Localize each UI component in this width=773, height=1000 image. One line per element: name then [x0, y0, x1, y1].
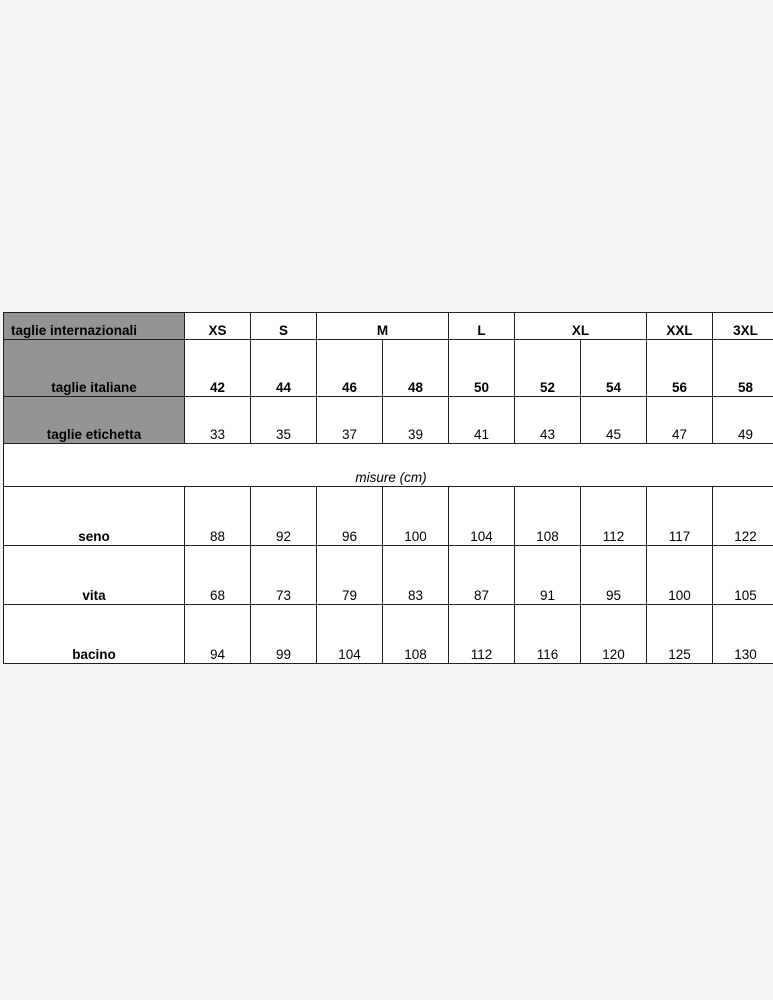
cell-label-size-1: 33: [185, 397, 251, 444]
cell-label-size-7: 45: [581, 397, 647, 444]
cell-waist-2: 73: [251, 546, 317, 605]
cell-label-size-5: 41: [449, 397, 515, 444]
cell-waist-8: 100: [647, 546, 713, 605]
cell-italian-4: 48: [383, 340, 449, 397]
table-row-label-sizes: [4, 397, 773, 444]
cell-label-size-3: 37: [317, 397, 383, 444]
cell-italian-6: 52: [515, 340, 581, 397]
cell-label-size-6: 43: [515, 397, 581, 444]
cell-bust-2: 92: [251, 487, 317, 546]
row-label-italian-sizes: taglie italiane: [4, 340, 185, 397]
cell-international-3xl: 3XL: [713, 313, 773, 340]
cell-italian-7: 54: [581, 340, 647, 397]
cell-waist-5: 87: [449, 546, 515, 605]
cell-hips-9: 130: [713, 605, 773, 664]
table-row-measures-header: [4, 444, 773, 487]
cell-italian-2: 44: [251, 340, 317, 397]
cell-hips-2: 99: [251, 605, 317, 664]
cell-hips-4: 108: [383, 605, 449, 664]
row-label-bust: seno: [4, 487, 185, 546]
cell-waist-1: 68: [185, 546, 251, 605]
cell-hips-7: 120: [581, 605, 647, 664]
cell-bust-6: 108: [515, 487, 581, 546]
cell-label-size-9: 49: [713, 397, 773, 444]
cell-bust-9: 122: [713, 487, 773, 546]
cell-waist-3: 79: [317, 546, 383, 605]
cell-international-s: S: [251, 313, 317, 340]
cell-hips-5: 112: [449, 605, 515, 664]
size-chart-container: [3, 312, 770, 664]
cell-international-l: L: [449, 313, 515, 340]
cell-italian-1: 42: [185, 340, 251, 397]
row-label-international-sizes: taglie internazionali: [4, 313, 185, 340]
cell-label-size-2: 35: [251, 397, 317, 444]
cell-hips-3: 104: [317, 605, 383, 664]
cell-hips-1: 94: [185, 605, 251, 664]
cell-international-m: M: [317, 313, 449, 340]
cell-italian-3: 46: [317, 340, 383, 397]
cell-international-xxl: XXL: [647, 313, 713, 340]
cell-bust-5: 104: [449, 487, 515, 546]
row-label-hips: bacino: [4, 605, 185, 664]
cell-waist-4: 83: [383, 546, 449, 605]
cell-label-size-8: 47: [647, 397, 713, 444]
size-chart-table: [3, 312, 773, 664]
cell-italian-9: 58: [713, 340, 773, 397]
cell-bust-1: 88: [185, 487, 251, 546]
cell-international-xs: XS: [185, 313, 251, 340]
table-row-hips: [4, 605, 773, 664]
cell-international-xl: XL: [515, 313, 647, 340]
row-label-waist: vita: [4, 546, 185, 605]
table-row-waist: [4, 546, 773, 605]
cell-waist-7: 95: [581, 546, 647, 605]
cell-bust-8: 117: [647, 487, 713, 546]
measures-unit-label: misure (cm): [4, 444, 773, 487]
cell-bust-3: 96: [317, 487, 383, 546]
cell-hips-6: 116: [515, 605, 581, 664]
cell-waist-6: 91: [515, 546, 581, 605]
cell-waist-9: 105: [713, 546, 773, 605]
cell-hips-8: 125: [647, 605, 713, 664]
cell-italian-8: 56: [647, 340, 713, 397]
row-label-label-sizes: taglie etichetta: [4, 397, 185, 444]
table-row-italian-sizes: [4, 340, 773, 397]
cell-label-size-4: 39: [383, 397, 449, 444]
table-row-bust: [4, 487, 773, 546]
cell-bust-7: 112: [581, 487, 647, 546]
cell-italian-5: 50: [449, 340, 515, 397]
table-row-international-sizes: [4, 313, 773, 340]
cell-bust-4: 100: [383, 487, 449, 546]
